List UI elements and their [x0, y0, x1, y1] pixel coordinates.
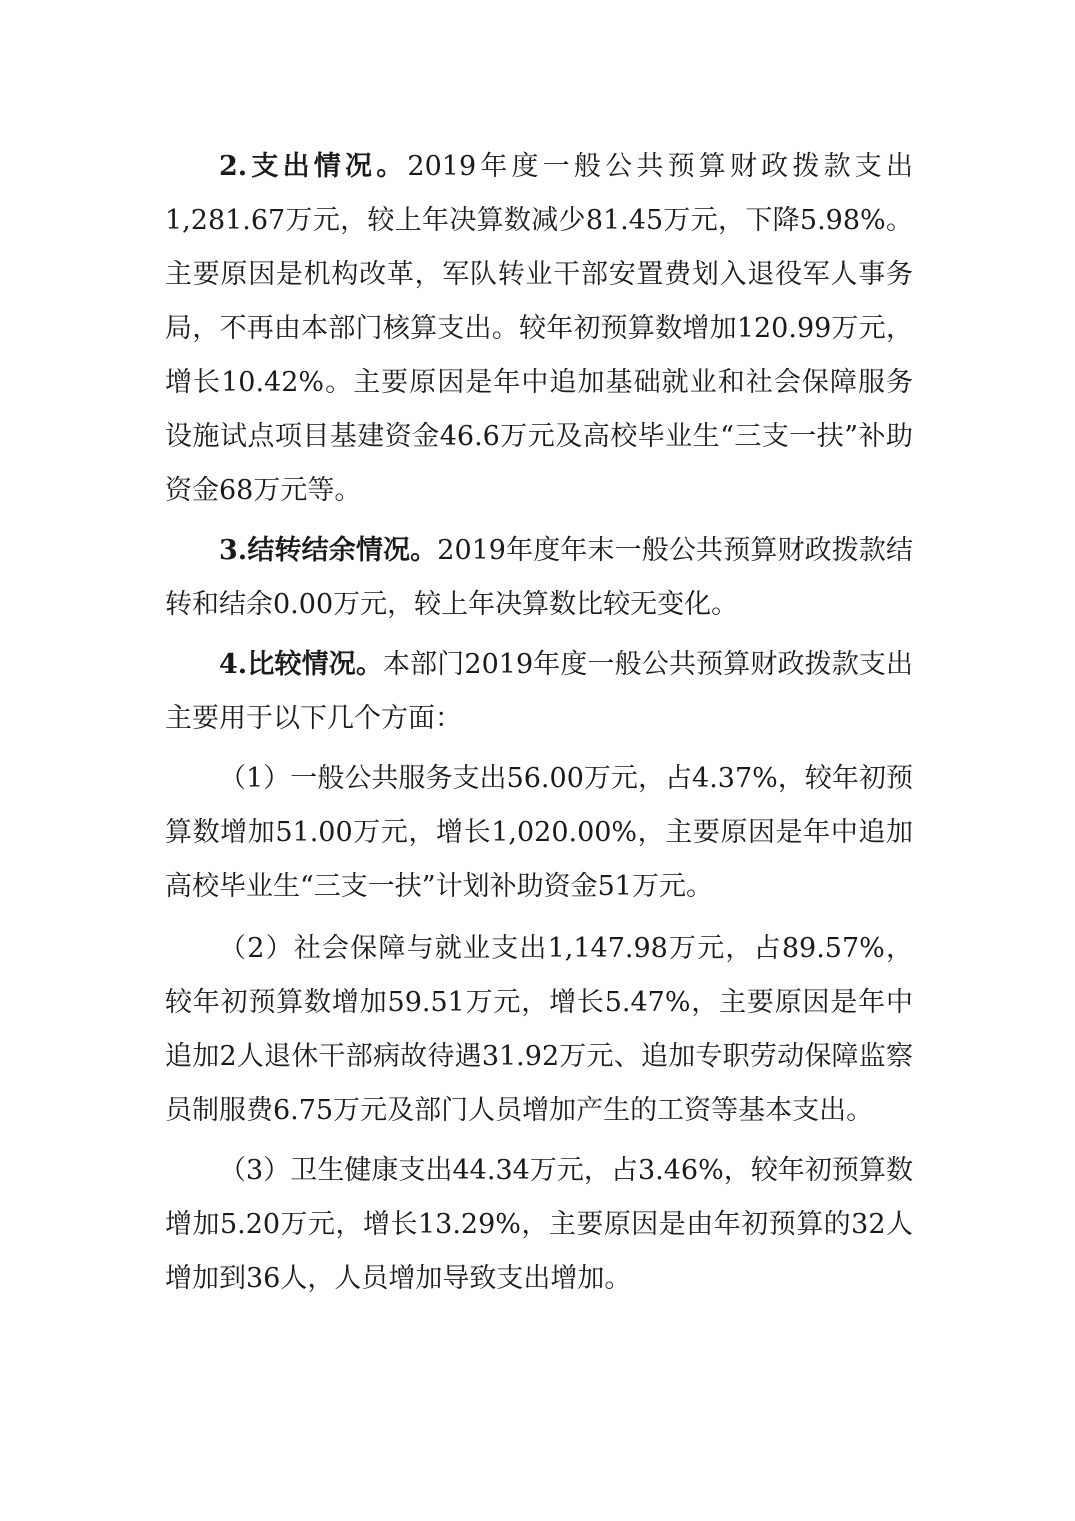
- item-general-public-services: （1）一般公共服务支出56.00万元，占4.37%，较年初预算数增加51.00万元，增长1,020.00%，主要原因是年中追加高校毕业生“三支一扶”计划补助资金51万元。: [165, 763, 913, 902]
- paragraph-comparison: [165, 638, 913, 746]
- paragraph-carryover: [165, 524, 913, 632]
- heading-carryover: 3.结转结余情况。: [219, 535, 438, 566]
- heading-expenditure: 2.支出情况。: [219, 151, 408, 182]
- heading-comparison: 4.比较情况。: [219, 649, 383, 680]
- body-expenditure: 2019年度一般公共预算财政拨款支出1,281.67万元，较上年决算数减少81.45万元，下降5.98%。主要原因是机构改革，军队转业干部安置费划入退役军人事务局，不再由本部门核算支出。较年初预算数增加120.99万元，增长10.42%。主要原因是年中追加基础就业和社会保障服务设施试点项目基建资金46.6万元及高校毕业生“三支一扶”补助资金68万元等。: [165, 151, 913, 506]
- item-social-security-employment: （2）社会保障与就业支出1,147.98万元，占89.57%，较年初预算数增加59.51万元，增长5.47%，主要原因是年中追加2人退休干部病故待遇31.92万元、追加专职劳动保障监察员制服费6.75万元及部门人员增加产生的工资等基本支出。: [165, 933, 913, 1126]
- body-comparison: 本部门2019年度一般公共预算财政拨款支出主要用于以下几个方面：: [165, 649, 913, 734]
- body-carryover: 2019年度年末一般公共预算财政拨款结转和结余0.00万元，较上年决算数比较无变化。: [165, 535, 913, 620]
- paragraph-expenditure: [165, 140, 913, 518]
- document-page: [165, 140, 913, 1306]
- item-health: （3）卫生健康支出44.34万元，占3.46%，较年初预算数增加5.20万元，增长13.29%，主要原因是由年初预算的32人增加到36人，人员增加导致支出增加。: [165, 1155, 913, 1294]
